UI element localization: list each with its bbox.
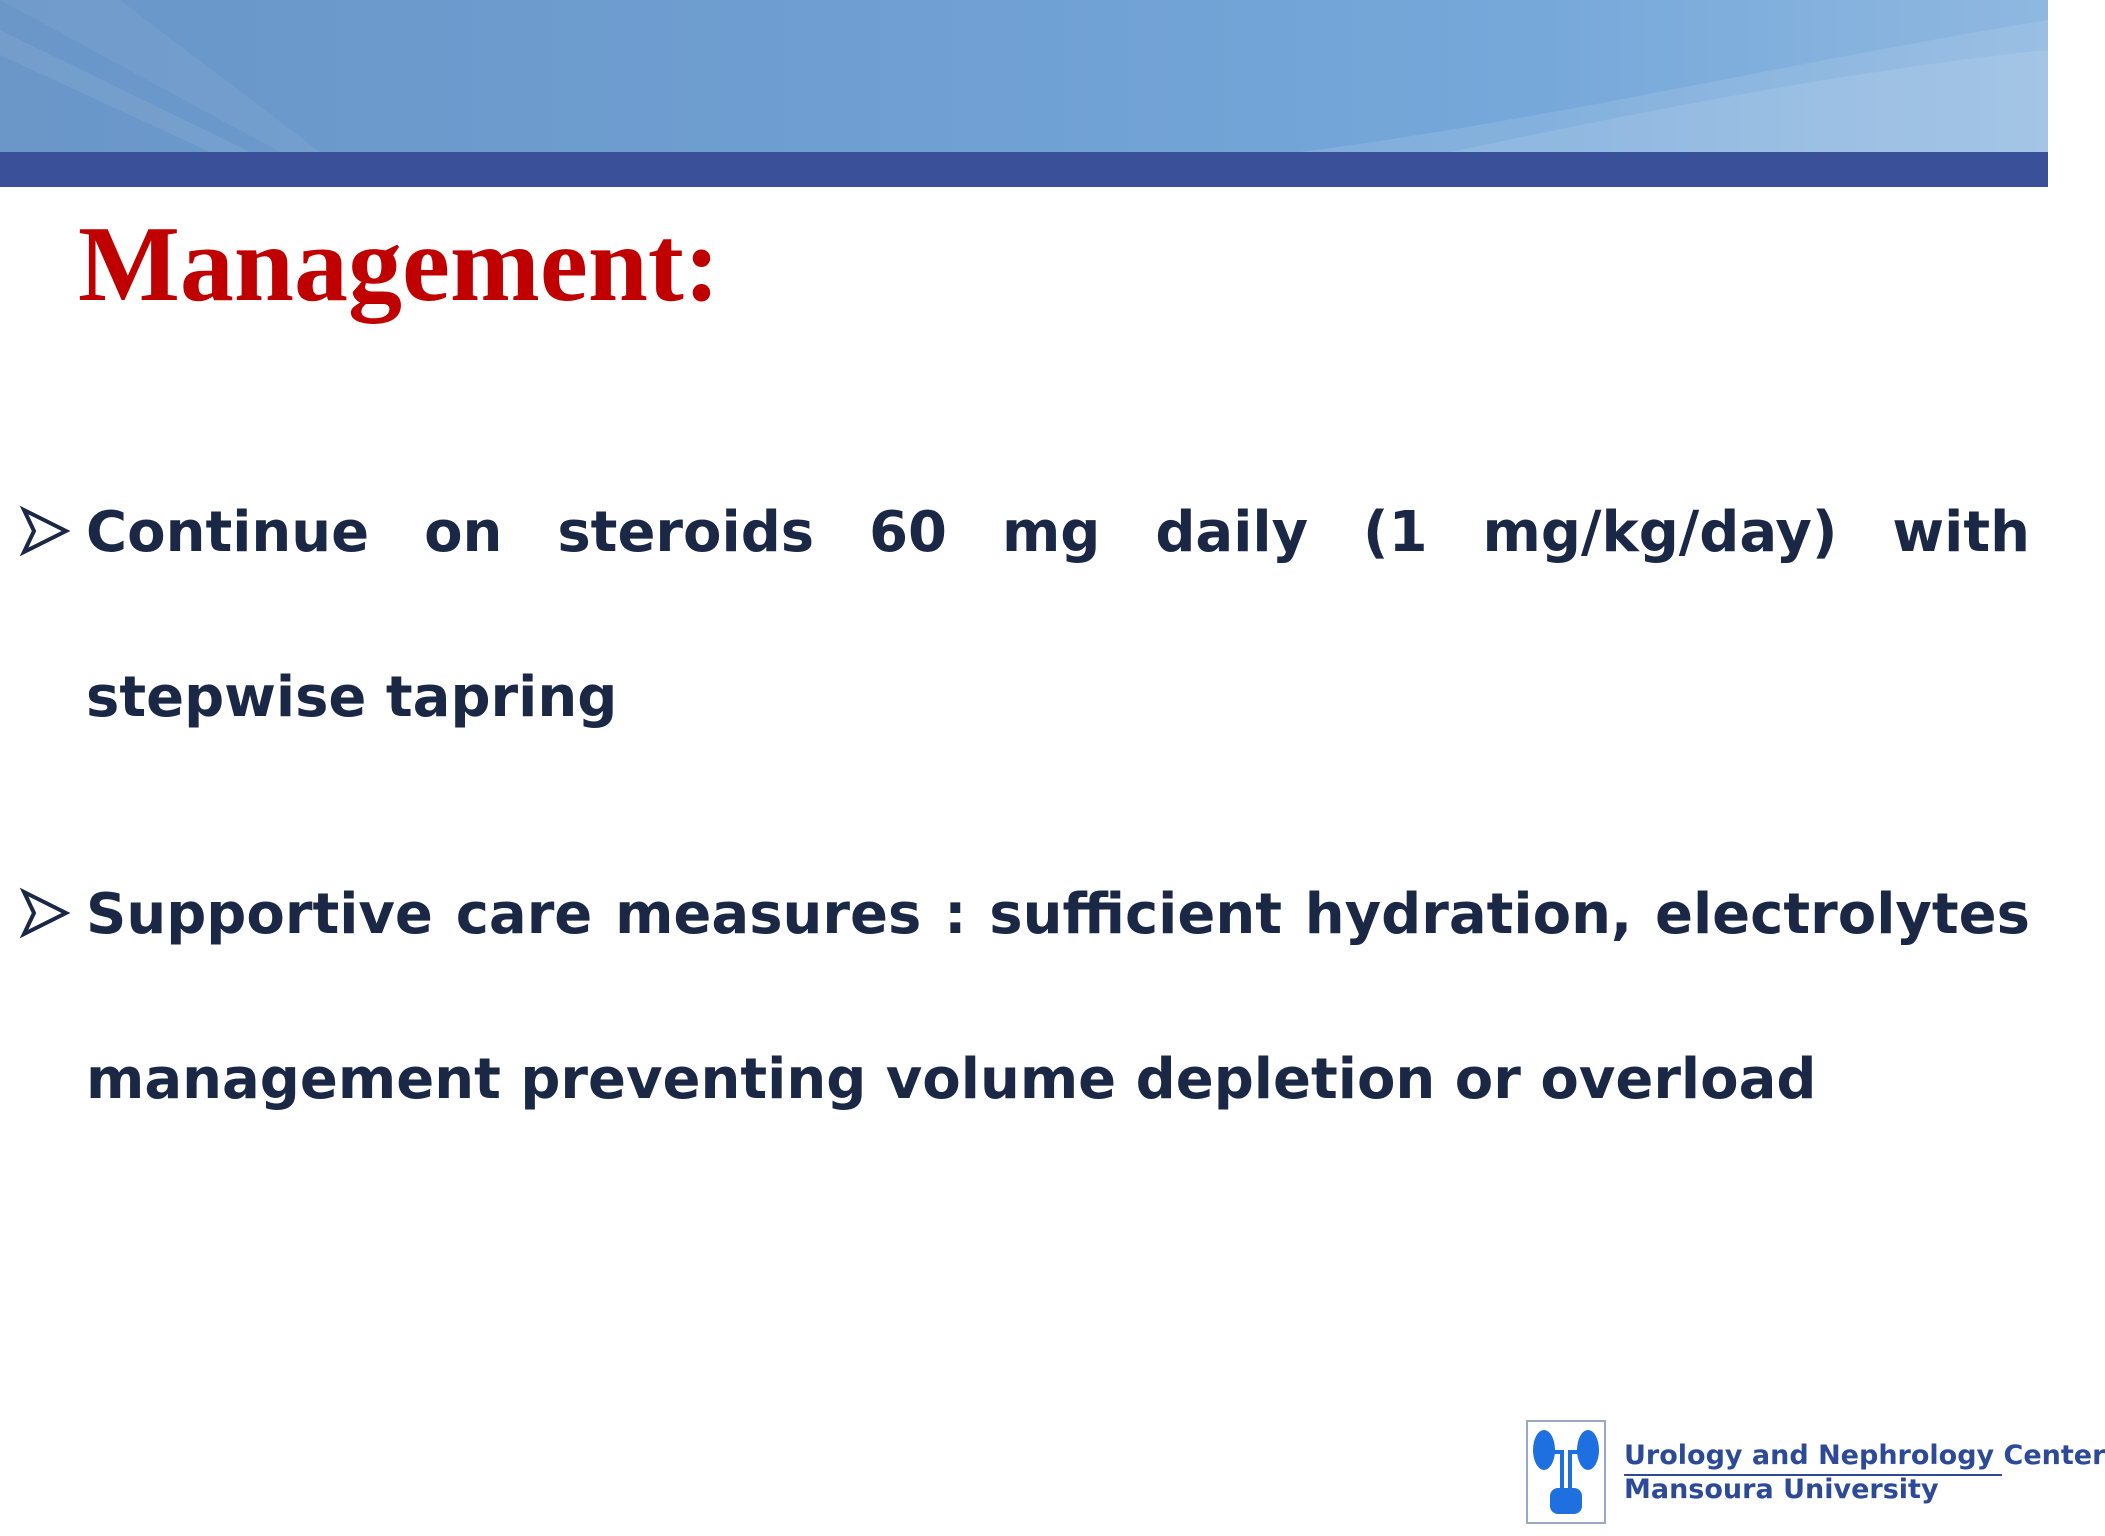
bullet-text: Supportive care measures : sufficient hydration, electrolytes management preventing volume depletion or overload <box>86 882 2030 1112</box>
logo-line-center: Urology and Nephrology Center <box>1624 1440 2105 1471</box>
logo-line-university: Mansoura University <box>1624 1474 1939 1505</box>
header-band <box>0 152 2048 187</box>
kidney-logo-icon <box>1526 1420 1606 1524</box>
arrow-bullet-icon <box>22 888 68 938</box>
bullet-item <box>86 450 2030 780</box>
bullet-list <box>86 450 2030 1214</box>
bullet-text: Continue on steroids 60 mg daily (1 mg/kg/day) with stepwise tapring <box>86 500 2030 730</box>
banner-wave-decoration <box>0 0 2048 152</box>
slide-title: Management: <box>78 205 720 324</box>
header-banner <box>0 0 2048 152</box>
institution-logo <box>1526 1420 2105 1526</box>
arrow-bullet-icon <box>22 506 68 556</box>
bullet-item <box>86 832 2030 1162</box>
